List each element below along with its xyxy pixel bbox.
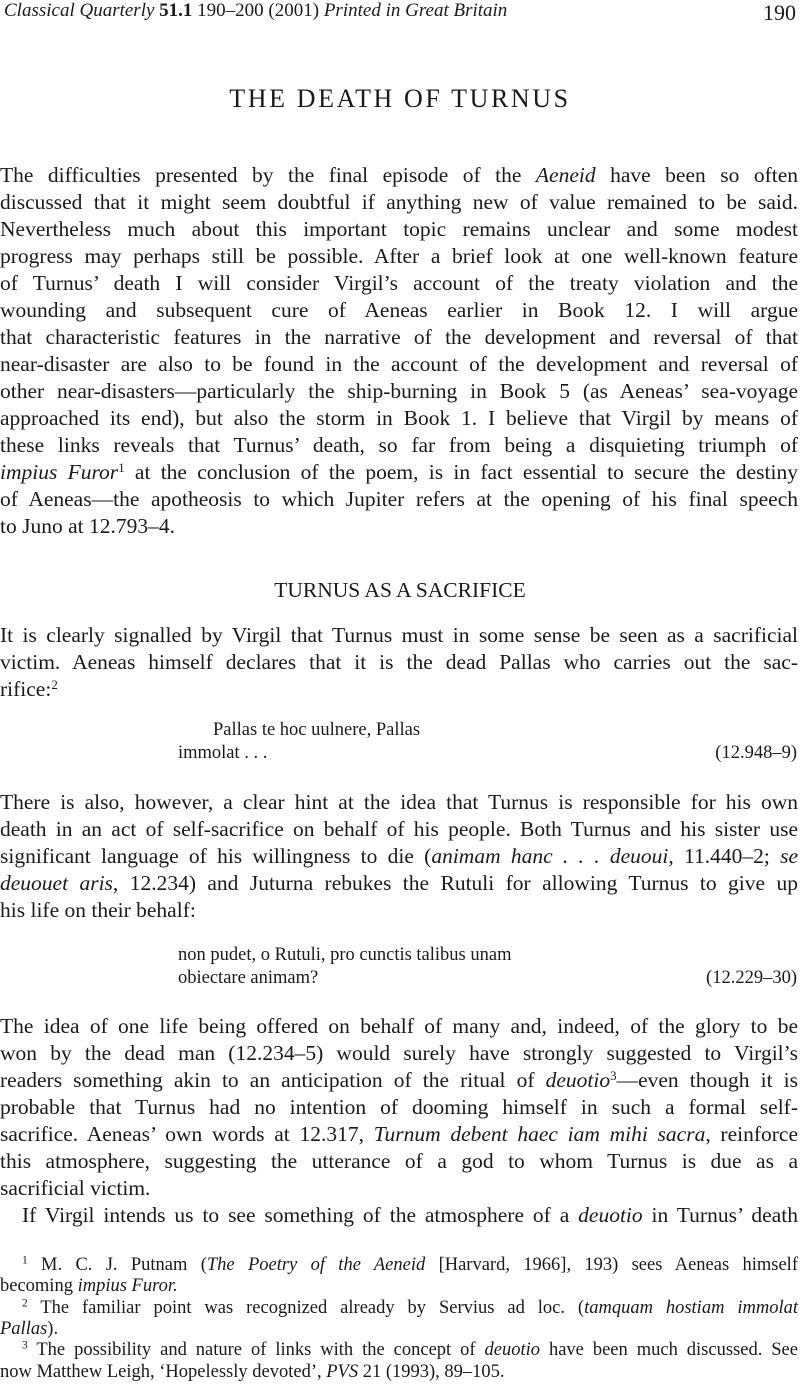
text-line: It is clearly signalled by Virgil that Turnus must in some sense be seen as a sacrificial (0, 623, 798, 647)
text-line: death in an act of self-sacrifice on behalf of his people. Both Turnus and his sister use (0, 817, 798, 841)
quote-citation: (12.229–30) (706, 968, 797, 988)
text-line: these links reveals that Turnus’ death, so far from being a disquieting triumph of (0, 433, 798, 457)
footnote-number: 3 (22, 1339, 28, 1352)
text-line: There is also, however, a clear hint at the idea that Turnus is responsible for his own (0, 790, 798, 814)
text-line: progress may perhaps still be possible. After a brief look at one well-known feature (0, 244, 798, 268)
text-line: to Juno at 12.793–4. (0, 514, 175, 538)
text-line: that characteristic features in the narrative of the development and reversal of that (0, 325, 798, 349)
footnote-marker[interactable]: 2 (51, 677, 58, 692)
running-header (4, 0, 796, 24)
text-line: approached its end), but also the storm in Book 1. I believe that Virgil by means of (0, 406, 798, 430)
text-line: If Virgil intends us to see something of the atmosphere of a deuotio in Turnus’ death (22, 1203, 798, 1227)
text-line: Nevertheless much about this important topic remains unclear and some modest (0, 217, 798, 241)
text-line: sacrifice. Aeneas’ own words at 12.317, Turnum debent haec iam mihi sacra, reinforce (0, 1122, 798, 1146)
italic-text: animam hanc . . . deuoui (431, 844, 669, 868)
footnote-line: $^2$ The familiar point was recognized already by Servius ad loc. (tamquam hostiam immolat (22, 1297, 798, 1318)
italic-text: The Poetry of the Aeneid (206, 1255, 426, 1275)
text-line: readers something akin to an anticipation of the ritual of deuotio$^3$—even though it is (0, 1068, 798, 1092)
footnote-line: becoming impius Furor. (0, 1276, 178, 1297)
footnote-number: 2 (22, 1297, 28, 1310)
quote-line: non pudet, o Rutuli, pro cunctis talibus unam (178, 945, 512, 965)
italic-text: Turnum debent haec iam mihi sacra (373, 1122, 706, 1146)
text-line: impius Furor$^1$ at the conclusion of the poem, is in fact essential to secure the destiny (0, 460, 798, 484)
quote-line: immolat . . . (178, 743, 268, 763)
text-line: The difficulties presented by the final episode of the Aeneid have been so often (0, 163, 798, 187)
text-line: other near-disasters—particularly the ship-burning in Book 5 (as Aeneas’ sea-voyage (0, 379, 798, 403)
pages-year: 190–200 (2001) (197, 0, 320, 21)
footnote-line: $^1$ M. C. J. Putnam (The Poetry of the Aeneid [Harvard, 1966], 193) sees Aeneas himself (22, 1254, 798, 1275)
italic-text: deuouet aris (0, 871, 113, 895)
footnote-marker[interactable]: 3 (610, 1068, 617, 1083)
text-line: sacrificial victim. (0, 1176, 151, 1200)
text-line: near-disaster are also to be found in the account of the development and reversal of (0, 352, 798, 376)
footnote-line: $^3$ The possibility and nature of links with the concept of deuotio have been much discussed. See (22, 1339, 798, 1361)
italic-text: deuotio (545, 1068, 611, 1092)
text-line: deuouet aris, 12.234) and Juturna rebukes the Rutuli for allowing Turnus to give up (0, 871, 798, 895)
footnote-line: now Matthew Leigh, ‘Hopelessly devoted’, PVS 21 (1993), 89–105. (0, 1361, 505, 1382)
footnote-marker[interactable]: 1 (118, 460, 125, 475)
quote-line: obiectare animam? (178, 968, 319, 988)
text-line: rifice:$^2$ (0, 677, 58, 701)
page-number: 190 (763, 0, 796, 25)
italic-text: Aeneid (535, 163, 596, 187)
text-line: wounding and subsequent cure of Aeneas earlier in Book 12. I will argue (0, 298, 798, 322)
volume-issue: 51.1 (159, 0, 193, 21)
text-line: significant language of his willingness to die (animam hanc . . . deuoui, 11.440–2; se (0, 844, 798, 868)
italic-text: deuotio (484, 1340, 541, 1361)
text-line: of Turnus’ death I will consider Virgil’s account of the treaty violation and the (0, 271, 798, 295)
printed-note: Printed in Great Britain (323, 0, 508, 21)
quote-line: Pallas te hoc uulnere, Pallas (213, 720, 421, 740)
italic-text: impius Furor. (77, 1276, 178, 1297)
text-line: discussed that it might seem doubtful if anything new of value remained to be said. (0, 190, 798, 214)
text-line: of Aeneas—the apotheosis to which Jupiter refers at the opening of his final speech (0, 487, 798, 511)
quote-citation: (12.948–9) (715, 743, 797, 763)
italic-text: Pallas (0, 1318, 48, 1339)
text-line: victim. Aeneas himself declares that it is the dead Pallas who carries out the sac- (0, 650, 798, 674)
italic-text: se (780, 844, 798, 868)
text-line: The idea of one life being offered on behalf of many and, indeed, of the glory to be (0, 1014, 798, 1038)
footnote-number: 1 (22, 1254, 28, 1267)
article-title: THE DEATH OF TURNUS (229, 84, 571, 113)
journal-name: Classical Quarterly (4, 0, 155, 21)
text-line: won by the dead man (12.234–5) would surely have strongly suggested to Virgil’s (0, 1041, 798, 1065)
text-line: his life on their behalf: (0, 898, 196, 922)
italic-text: PVS (326, 1361, 359, 1382)
italic-text: deuotio (578, 1203, 643, 1227)
italic-text: impius Furor (0, 460, 119, 484)
text-line: this atmosphere, suggesting the utterance of a god to whom Turnus is due as a (0, 1149, 798, 1173)
text-line: probable that Turnus had no intention of dooming himself in such a formal self- (0, 1095, 798, 1119)
section-heading: TURNUS AS A SACRIFICE (274, 578, 526, 602)
footnote-line: Pallas). (0, 1318, 59, 1339)
italic-text: tamquam hostiam immolat (584, 1297, 798, 1318)
